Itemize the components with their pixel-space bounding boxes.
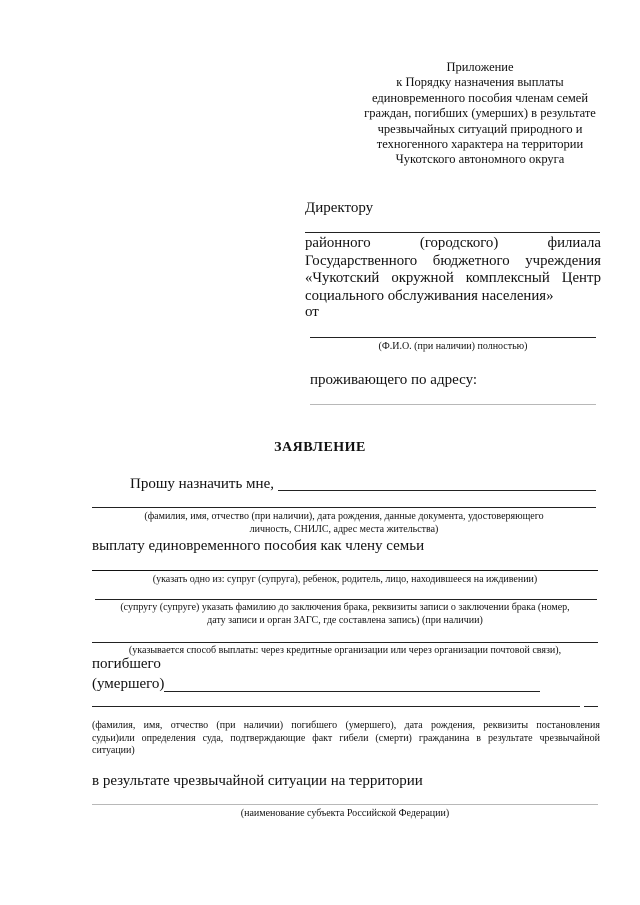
deceased-name-line[interactable] [164, 691, 540, 692]
branch-line: Государственного бюджетного учреждения [305, 252, 601, 269]
appendix-line: единовременного пособия членам семей [371, 90, 589, 105]
spouse-caption-line: дату записи и орган ЗАГС, где составлена запись) (при наличии) [207, 614, 483, 626]
form-title: ЗАЯВЛЕНИЕ [274, 440, 366, 455]
relation-line[interactable] [92, 570, 598, 571]
appendix-line: Приложение [446, 60, 514, 74]
address-line[interactable] [310, 404, 596, 405]
applicant-fio-line[interactable] [310, 337, 596, 338]
deceased-label: погибшего [92, 656, 161, 672]
payment-method-caption: (указывается способ выплаты: через кредитные организации или через организации почтовой связи), [128, 645, 562, 656]
region-caption: (наименование субъекта Российской Федерации) [240, 808, 450, 819]
spouse-line[interactable] [95, 599, 597, 600]
fio-caption: (Ф.И.О. (при наличии) полностью) [378, 341, 528, 352]
emergency-text: в результате чрезвычайной ситуации на территории [92, 773, 423, 789]
deceased-details-line[interactable] [92, 706, 580, 707]
from-label: от [305, 304, 319, 320]
branch-name [305, 235, 601, 305]
applicant-caption-line: личность, СНИЛС, адрес места жительства) [249, 523, 439, 535]
deceased-caption-line: (фамилия, имя, отчество (при наличии) погибшего (умершего), дата рождения, реквизиты постановления [92, 720, 600, 731]
relation-caption: (указать одно из: супруг (супруга), ребенок, родитель, лицо, находившееся на иждивении) [152, 574, 538, 585]
applicant-caption [92, 511, 596, 536]
payment-method-line[interactable] [92, 642, 598, 643]
spouse-caption-line: (супругу (супруге) указать фамилию до заключения брака, реквизиты записи о заключении брака (номер, [120, 602, 570, 613]
appendix-line: граждан, погибших (умерших) в результате [364, 106, 596, 121]
appendix-line: к Порядку назначения выплаты [396, 75, 564, 90]
request-label: Прошу назначить мне, [130, 476, 274, 492]
deceased-details-line-end [584, 706, 598, 707]
deceased-label-2: (умершего) [92, 676, 165, 692]
appendix-line: Чукотского автономного округа [395, 152, 565, 167]
payment-text: выплату единовременного пособия как члену семьи [92, 538, 425, 554]
region-line[interactable] [92, 804, 598, 805]
deceased-caption-line: ситуации) [92, 745, 135, 756]
deceased-caption [92, 720, 600, 758]
director-label: Директору [305, 200, 374, 216]
spouse-caption [92, 602, 598, 627]
appendix-line: техногенного характера на территории [376, 137, 584, 152]
applicant-details-line[interactable] [92, 507, 596, 508]
appendix-line: чрезвычайных ситуаций природного и [377, 121, 583, 136]
branch-line: «Чукотский окружной комплексный Центр [305, 270, 601, 286]
branch-line: районного (городского) филиала [305, 235, 601, 251]
address-label: проживающего по адресу: [310, 372, 478, 388]
deceased-caption-line: судьи)или определения суда, подтверждающие факт гибели (смерти) гражданина в результате чрезвычайной [92, 732, 600, 744]
applicant-line[interactable] [278, 490, 596, 491]
director-name-line[interactable] [305, 232, 600, 233]
branch-line: социального обслуживания населения» [305, 287, 554, 304]
appendix-header [330, 60, 630, 168]
applicant-caption-line: (фамилия, имя, отчество (при наличии), дата рождения, данные документа, удостоверяющего [144, 511, 544, 522]
